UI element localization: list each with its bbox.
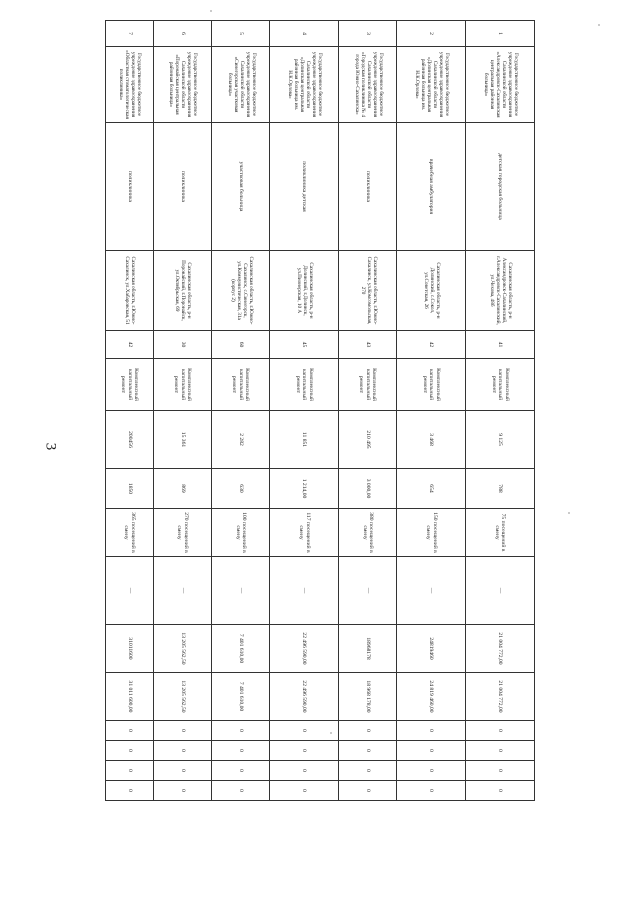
page-number: 3 [42,442,59,451]
institution-name: Государственное бюджетное учреждение здравоохранения Сахалинской области «Александровск-Сахалинская центральная районная больница» [466,47,535,123]
zero-cell-3: 0 [397,761,466,781]
capacity: 100 посещений в смену [211,509,269,557]
total-cost: 13 205 562,50 [153,625,211,673]
repair-type: Комплексный капитальный ремонт [270,359,339,411]
zero-cell-4: 0 [153,781,211,801]
object-type: поликлиника [339,123,397,251]
zero-cell-2: 0 [339,741,397,761]
funds-amount: 21 004 772,00 [466,673,535,721]
total-cost: 24819460 [397,625,466,673]
capacity: 380 посещений в смену [339,509,397,557]
row-number: 4 [270,21,339,47]
scan-dot [210,10,212,12]
area-value: 200456 [106,411,154,469]
institution-name: Государственное бюджетное учреждение здравоохранения Сахалинской области «Долинская центральная районная больница им. Н.К.Орлова» [270,47,339,123]
area-value: 15 361 [153,411,211,469]
repair-type: Комплексный капитальный ремонт [211,359,269,411]
dash-cell: — [153,557,211,625]
zero-cell-3: 0 [466,761,535,781]
funds-amount: 13 205 562,50 [153,673,211,721]
row-number: 3 [339,21,397,47]
zero-cell-1: 0 [153,721,211,741]
dash-cell: — [211,557,269,625]
total-cost: 31011600 [106,625,154,673]
row-number: 6 [153,21,211,47]
object-address: Сахалинская область, р-н Долинский, г.Долинск, ул.Пионерская, 10 А [270,251,339,331]
capacity: 365 посещений в смену [106,509,154,557]
zero-cell-1: 0 [397,721,466,741]
unit-cost: 869 [153,469,211,509]
percent-wear: 42 [106,331,154,359]
total-cost: 18968178 [339,625,397,673]
table-row [153,21,211,801]
rotated-table-container [105,20,535,800]
total-cost: 21 004 772,00 [466,625,535,673]
zero-cell-3: 0 [153,761,211,781]
zero-cell-4: 0 [211,781,269,801]
zero-cell-4: 0 [339,781,397,801]
table-row [466,21,535,801]
zero-cell-2: 0 [466,741,535,761]
zero-cell-1: 0 [339,721,397,741]
zero-cell-1: 0 [466,721,535,741]
percent-wear: 45 [270,331,339,359]
dash-cell: — [466,557,535,625]
table-row [339,21,397,801]
area-value: 210 495 [339,411,397,469]
scan-dot [568,512,570,514]
repair-type: Комплексный капитальный ремонт [153,359,211,411]
zero-cell-4: 0 [466,781,535,801]
zero-cell-2: 0 [270,741,339,761]
dash-cell: — [106,557,154,625]
table-row [211,21,269,801]
row-number: 5 [211,21,269,47]
capacity: 75 посещений в смену [466,509,535,557]
object-type: врачебная амбулатория [397,123,466,251]
dash-cell: — [339,557,397,625]
unit-cost: 1 214,00 [270,469,339,509]
zero-cell-2: 0 [106,741,154,761]
row-number: 7 [106,21,154,47]
area-value: 2 282 [211,411,269,469]
object-type: поликлиника [153,123,211,251]
funds-amount: 18 968 178,00 [339,673,397,721]
total-cost: 22 496 590,00 [270,625,339,673]
total-cost: 7 401 610,00 [211,625,269,673]
table-row [106,21,154,801]
object-address: Сахалинская область, г.Южно-Сахалинск, с.Синегорск, ул.Коммунистическая, 31а (корпус 2) [211,251,269,331]
dash-cell: — [270,557,339,625]
zero-cell-3: 0 [106,761,154,781]
institution-name: Государственное бюджетное учреждение здравоохранения Сахалинской области «Синегорская участковая больница» [211,47,269,123]
object-type: поликлиника [106,123,154,251]
scan-dot [598,24,600,26]
object-address: Сахалинская область, р-н Поронайский, г.Поронайск, ул.Октябрьская, 69 [153,251,211,331]
facilities-table [105,20,535,801]
area-value: 9 125 [466,411,535,469]
institution-name: Государственное бюджетное учреждение здравоохранения Сахалинской области «Городская поликлиника № 4 города Южно-Сахалинска» [339,47,397,123]
zero-cell-1: 0 [106,721,154,741]
object-type: поликлиника детская [270,123,339,251]
zero-cell-4: 0 [106,781,154,801]
zero-cell-3: 0 [339,761,397,781]
area-value: 3 468 [397,411,466,469]
dash-cell: — [397,557,466,625]
unit-cost: 788 [466,469,535,509]
zero-cell-2: 0 [211,741,269,761]
funds-amount: 24 819 460,00 [397,673,466,721]
repair-type: Комплексный капитальный ремонт [397,359,466,411]
zero-cell-2: 0 [397,741,466,761]
zero-cell-3: 0 [270,761,339,781]
area-value: 11 851 [270,411,339,469]
row-number: 2 [397,21,466,47]
repair-type: Комплексный капитальный ремонт [106,359,154,411]
object-type: участковая больница [211,123,269,251]
table-row [270,21,339,801]
capacity: 270 посещений в смену [153,509,211,557]
scan-dot [330,732,332,734]
capacity: 150 посещений в смену [397,509,466,557]
object-address: Сахалинская область, р-н Александровск-Сахалинский, г.Александровск-Сахалинский, ул.Чехова, 48б [466,251,535,331]
unit-cost: 630 [211,469,269,509]
institution-name: Государственное бюджетное учреждение здравоохранения Сахалинской области «Поронайская центральная районная больница» [153,47,211,123]
unit-cost: 3 000,00 [339,469,397,509]
percent-wear: 60 [211,331,269,359]
object-address: Сахалинская область, г.Южно-Сахалинск, ул.Комсомольская, 270 [339,251,397,331]
unit-cost: 1850 [106,469,154,509]
repair-type: Комплексный капитальный ремонт [466,359,535,411]
percent-wear: 30 [153,331,211,359]
zero-cell-3: 0 [211,761,269,781]
institution-name: Государственное бюджетное учреждение здравоохранения Сахалинской области «Долинская центральная районная больница им. Н.К.Орлова» [397,47,466,123]
object-address: Сахалинская область, р-н Долинский, с.Сокол, ул.Советская, 26 [397,251,466,331]
funds-amount: 22 496 590,00 [270,673,339,721]
institution-name: Государственное бюджетное учреждение здравоохранения «Областная стоматологическая поликлиника» [106,47,154,123]
zero-cell-4: 0 [270,781,339,801]
repair-type: Комплексный капитальный ремонт [339,359,397,411]
table-row [397,21,466,801]
unit-cost: 654 [397,469,466,509]
zero-cell-2: 0 [153,741,211,761]
object-address: Сахалинская область, г.Южно-Сахалинск, ул.Хабаровская, 51 [106,251,154,331]
funds-amount: 7 401 610,00 [211,673,269,721]
percent-wear: 42 [397,331,466,359]
object-type: детская городская больница [466,123,535,251]
zero-cell-1: 0 [270,721,339,741]
zero-cell-4: 0 [397,781,466,801]
capacity: 117 посещений в смену [270,509,339,557]
zero-cell-1: 0 [211,721,269,741]
row-number: 1 [466,21,535,47]
percent-wear: 43 [339,331,397,359]
funds-amount: 31 011 600,00 [106,673,154,721]
percent-wear: 41 [466,331,535,359]
